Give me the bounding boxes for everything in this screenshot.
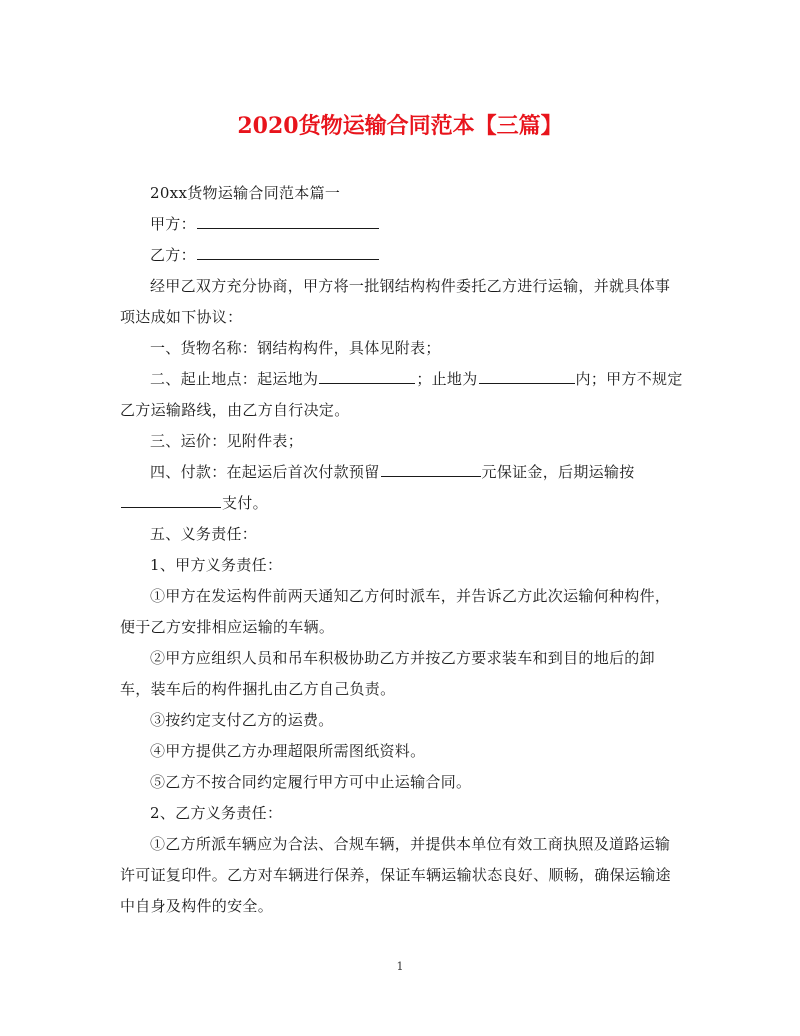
page-number: 1 bbox=[396, 960, 404, 973]
clause-goods-name: 一、货物名称：钢结构构件，具体见附表； bbox=[150, 339, 441, 357]
list-item: ④甲方提供乙方办理超限所需图纸资料。 bbox=[150, 742, 426, 760]
clause-freight-rate: 三、运价：见附件表； bbox=[150, 432, 304, 450]
party-b-line bbox=[120, 240, 685, 271]
clause-text: 四、付款：在起运后首次付款预留 bbox=[150, 463, 380, 481]
list-item: ⑤乙方不按合同约定履行甲方可中止运输合同。 bbox=[150, 773, 472, 791]
document-body bbox=[120, 178, 685, 922]
destination-blank bbox=[479, 369, 575, 384]
list-item: ②甲方应组织人员和吊车积极协助乙方并按乙方要求装车和到目的地后的卸车，装车后的构件捆扎由乙方自己负责。 bbox=[120, 649, 655, 698]
paragraph-text: 20xx货物运输合同范本篇一 bbox=[150, 184, 341, 202]
party-a-label: 甲方： bbox=[150, 215, 196, 233]
section-heading bbox=[120, 178, 685, 209]
party-a-obligations-heading: 1、甲方义务责任： bbox=[150, 556, 283, 574]
list-item: ①甲方在发运构件前两天通知乙方何时派车，并告诉乙方此次运输何种构件，便于乙方安排相应运输的车辆。 bbox=[120, 587, 671, 636]
list-item: ③按约定支付乙方的运费。 bbox=[150, 711, 334, 729]
clause-text: 元保证金，后期运输按 bbox=[481, 463, 635, 481]
clause-origin-destination bbox=[120, 364, 685, 426]
party-a-blank bbox=[197, 214, 379, 229]
party-b-blank bbox=[197, 245, 379, 260]
clause-text: 内；甲方不规定乙方运输路线，由乙方自行决定。 bbox=[120, 370, 683, 419]
clause-text: ；止地为 bbox=[416, 370, 478, 388]
clause-payment bbox=[120, 457, 685, 519]
origin-blank bbox=[319, 369, 415, 384]
payment-blank bbox=[121, 493, 221, 508]
deposit-blank bbox=[381, 462, 481, 477]
party-b-obligations-heading: 2、乙方义务责任： bbox=[150, 804, 283, 822]
document-title: 2020货物运输合同范本【三篇】 bbox=[237, 113, 563, 139]
party-a-line bbox=[120, 209, 685, 240]
paragraph: 经甲乙双方充分协商，甲方将一批钢结构构件委托乙方进行运输，并就具体事项达成如下协议： bbox=[120, 277, 671, 326]
party-b-label: 乙方： bbox=[150, 246, 196, 264]
clause-text: 支付。 bbox=[222, 494, 268, 512]
clause-text: 二、起止地点：起运地为 bbox=[150, 370, 319, 388]
clause-obligations: 五、义务责任： bbox=[150, 525, 258, 543]
list-item: ①乙方所派车辆应为合法、合规车辆，并提供本单位有效工商执照及道路运输许可证复印件。乙方对车辆进行保养，保证车辆运输状态良好、顺畅，确保运输途中自身及构件的安全。 bbox=[120, 835, 671, 915]
